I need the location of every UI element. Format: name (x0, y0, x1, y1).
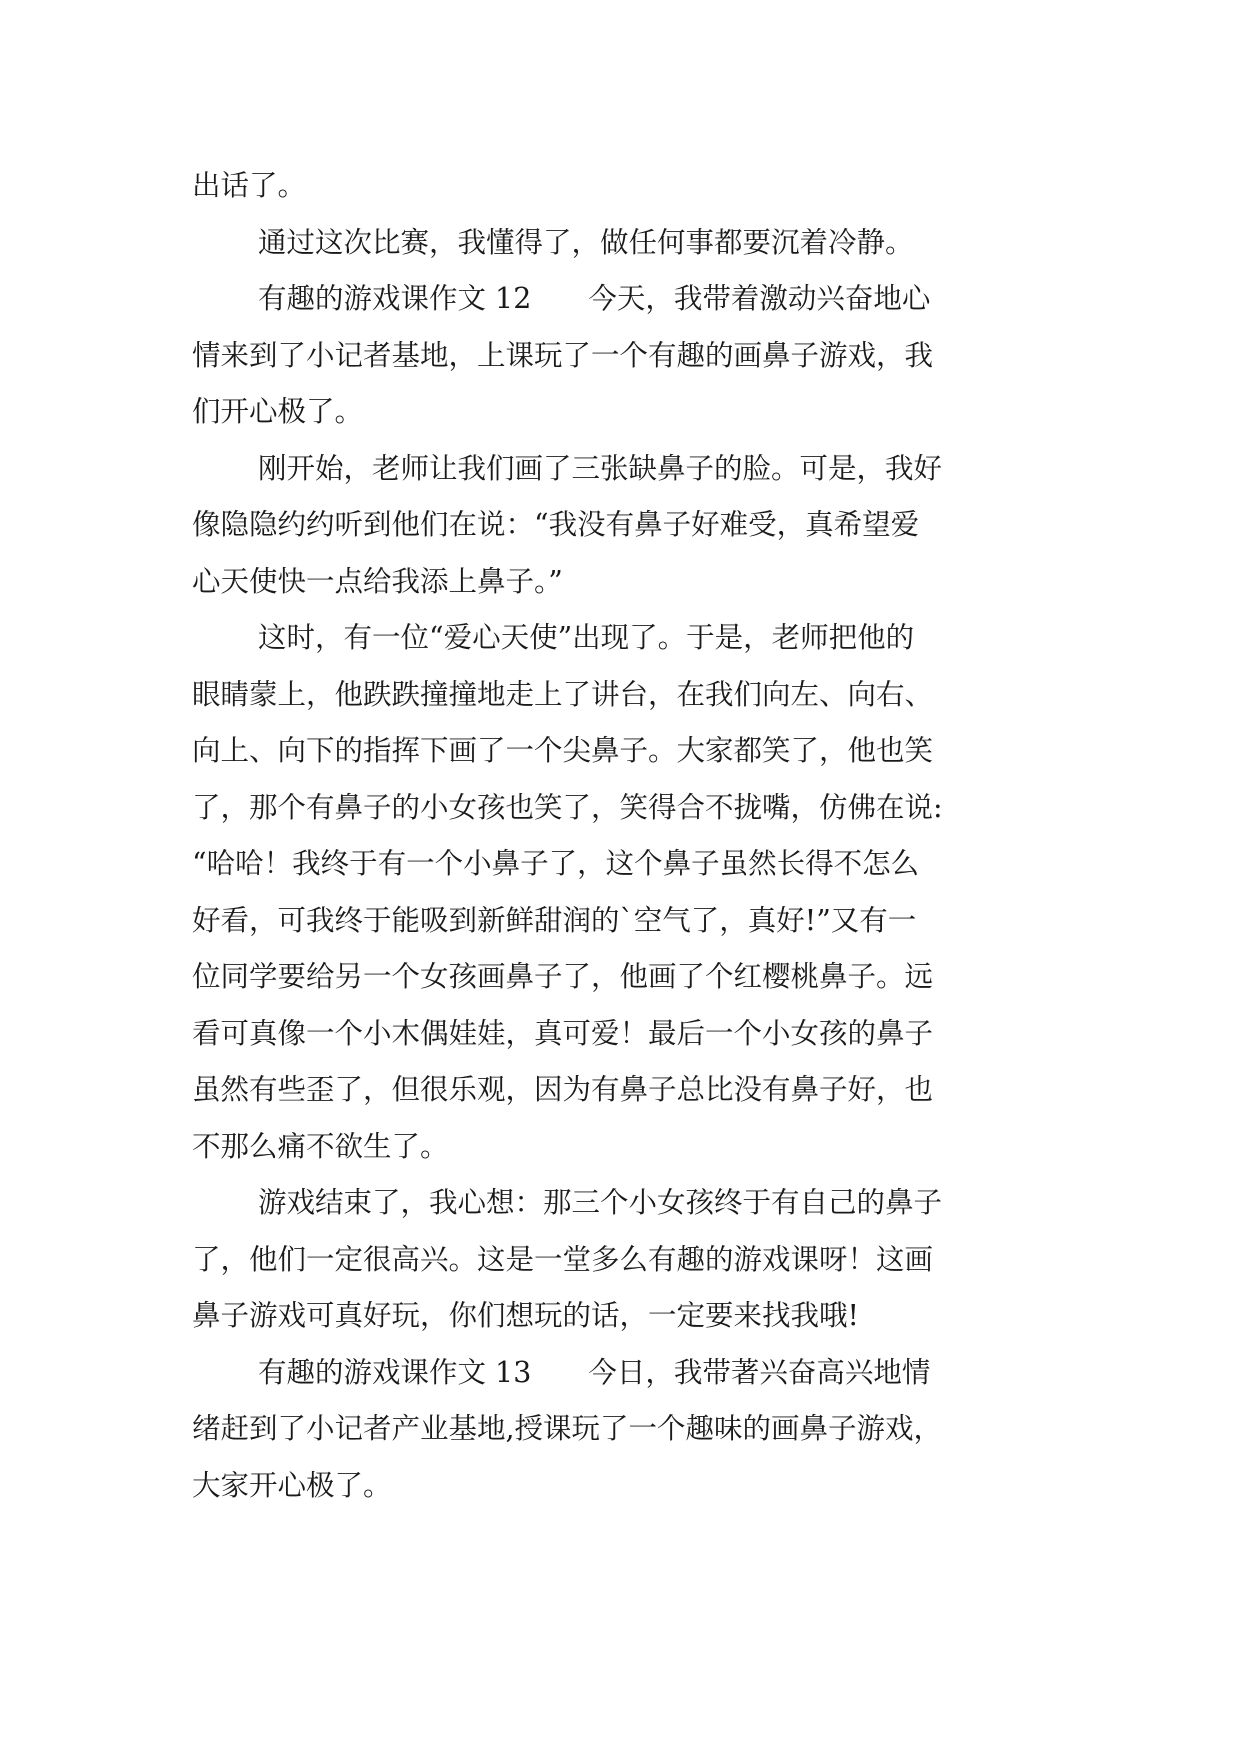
text-line: 游戏结束了，我心想：那三个小女孩终于有自己的鼻子 (258, 1186, 943, 1219)
text-line: 看可真像一个小木偶娃娃，真可爱！最后一个小女孩的鼻子 (192, 1016, 934, 1050)
text-line: “哈哈！我终于有一个小鼻子了，这个鼻子虽然长得不怎么 (192, 847, 920, 880)
text-line: 好看，可我终于能吸到新鲜甜润的`空气了，真好!”又有一 (192, 903, 917, 937)
text-line: 鼻子游戏可真好玩，你们想玩的话，一定要来找我哦! (192, 1299, 859, 1332)
text-line: 眼睛蒙上，他跌跌撞撞地走上了讲台，在我们向左、向右、 (192, 677, 934, 711)
text-line: 绪赶到了小记者产业基地,授课玩了一个趣味的画鼻子游戏， (192, 1412, 943, 1445)
text-line: 情来到了小记者基地，上课玩了一个有趣的画鼻子游戏，我 (192, 338, 934, 372)
text-line: 不那么痛不欲生了。 (192, 1129, 449, 1163)
text-line: 这时，有一位“爱心天使”出现了。于是，老师把他的 (258, 621, 915, 654)
text-line: 向上、向下的指挥下画了一个尖鼻子。大家都笑了，他也笑 (192, 734, 934, 767)
text-line: 心天使快一点给我添上鼻子。” (192, 564, 563, 598)
text-line: 虽然有些歪了，但很乐观，因为有鼻子总比没有鼻子好，也 (192, 1073, 934, 1106)
body-text (192, 158, 1052, 1514)
text-line: 大家开心极了。 (192, 1468, 392, 1502)
text-line: 出话了。 (192, 169, 307, 202)
text-line: 了，那个有鼻子的小女孩也笑了，笑得合不拢嘴，仿佛在说: (192, 790, 943, 824)
text-line: 有趣的游戏课作文 13 今日，我带著兴奋高兴地情 (258, 1355, 931, 1389)
text-line: 刚开始，老师让我们画了三张缺鼻子的脸。可是，我好 (258, 451, 943, 485)
text-line: 有趣的游戏课作文 12 今天，我带着激动兴奋地心 (258, 282, 931, 315)
text-line: 位同学要给另一个女孩画鼻子了，他画了个红樱桃鼻子。远 (192, 960, 934, 993)
text-line: 们开心极了。 (192, 395, 364, 428)
text-line: 了，他们一定很高兴。这是一堂多么有趣的游戏课呀！这画 (192, 1242, 934, 1276)
text-line: 通过这次比赛，我懂得了，做任何事都要沉着冷静。 (258, 225, 914, 259)
text-line: 像隐隐约约听到他们在说：“我没有鼻子好难受，真希望爱 (192, 508, 920, 541)
